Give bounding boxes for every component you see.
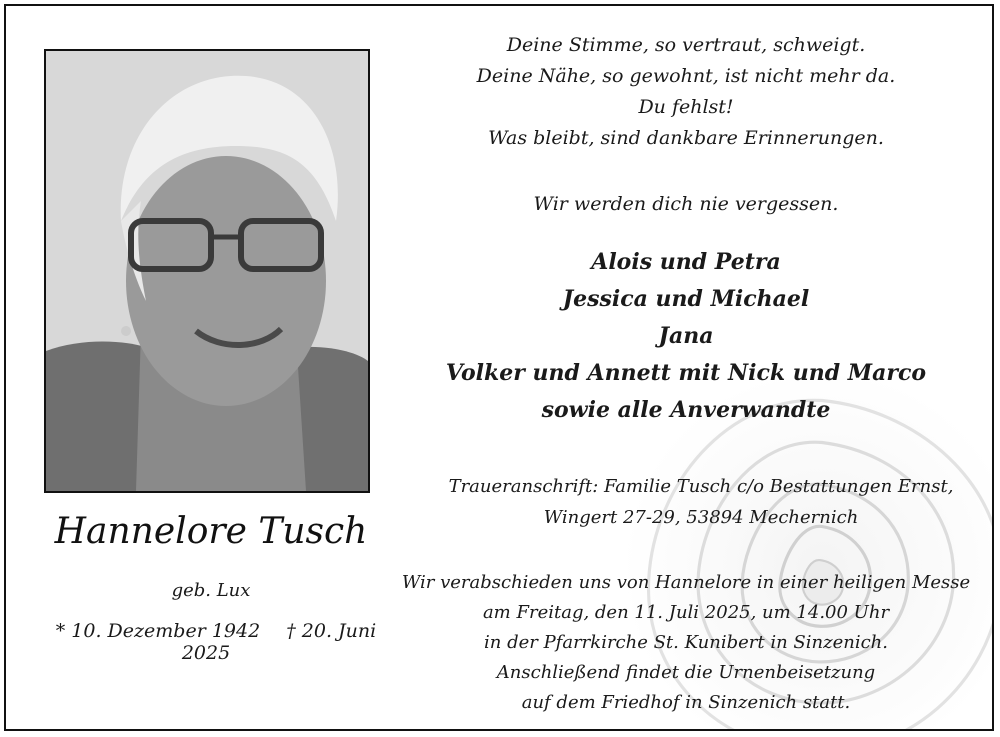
portrait-photo bbox=[44, 49, 370, 493]
mourner-line: Jana bbox=[658, 323, 714, 349]
service-line: Anschließend findet die Urnenbeisetzung bbox=[496, 662, 876, 683]
service-line: auf dem Friedhof in Sinzenich statt. bbox=[521, 692, 851, 713]
mourner-line: Alois und Petra bbox=[591, 249, 781, 275]
deceased-name: Hannelore Tusch bbox=[54, 511, 368, 552]
obituary-card bbox=[4, 4, 994, 731]
poem bbox=[406, 30, 966, 154]
mourners-list bbox=[406, 244, 966, 429]
mourner-line: sowie alle Anverwandte bbox=[541, 397, 831, 423]
life-dates bbox=[16, 620, 406, 664]
poem-line: Deine Stimme, so vertraut, schweigt. bbox=[506, 34, 866, 56]
birth-date: * 10. Dezember 1942 bbox=[55, 620, 261, 642]
address-line: Wingert 27-29, 53894 Mechernich bbox=[543, 507, 859, 528]
service-line: in der Pfarrkirche St. Kunibert in Sinzenich. bbox=[484, 632, 888, 653]
funeral-service-info bbox=[386, 568, 986, 718]
address-line: Traueranschrift: Familie Tusch c/o Bestattungen Ernst, bbox=[448, 476, 954, 497]
poem-line: Deine Nähe, so gewohnt, ist nicht mehr da. bbox=[476, 65, 896, 87]
mourner-line: Volker und Annett mit Nick und Marco bbox=[445, 360, 927, 386]
poem-line: Was bleibt, sind dankbare Erinnerungen. bbox=[488, 127, 884, 149]
mourning-address bbox=[406, 471, 994, 533]
service-line: Wir verabschieden uns von Hannelore in einer heiligen Messe bbox=[401, 572, 971, 593]
death-date: † 20. Juni 2025 bbox=[181, 620, 377, 664]
poem-line: Du fehlst! bbox=[638, 96, 734, 118]
promise-line: Wir werden dich nie vergessen. bbox=[533, 193, 839, 215]
mourner-line: Jessica und Michael bbox=[562, 286, 810, 312]
birth-name: geb. Lux bbox=[171, 580, 251, 601]
service-line: am Freitag, den 11. Juli 2025, um 14.00 Uhr bbox=[482, 602, 890, 623]
